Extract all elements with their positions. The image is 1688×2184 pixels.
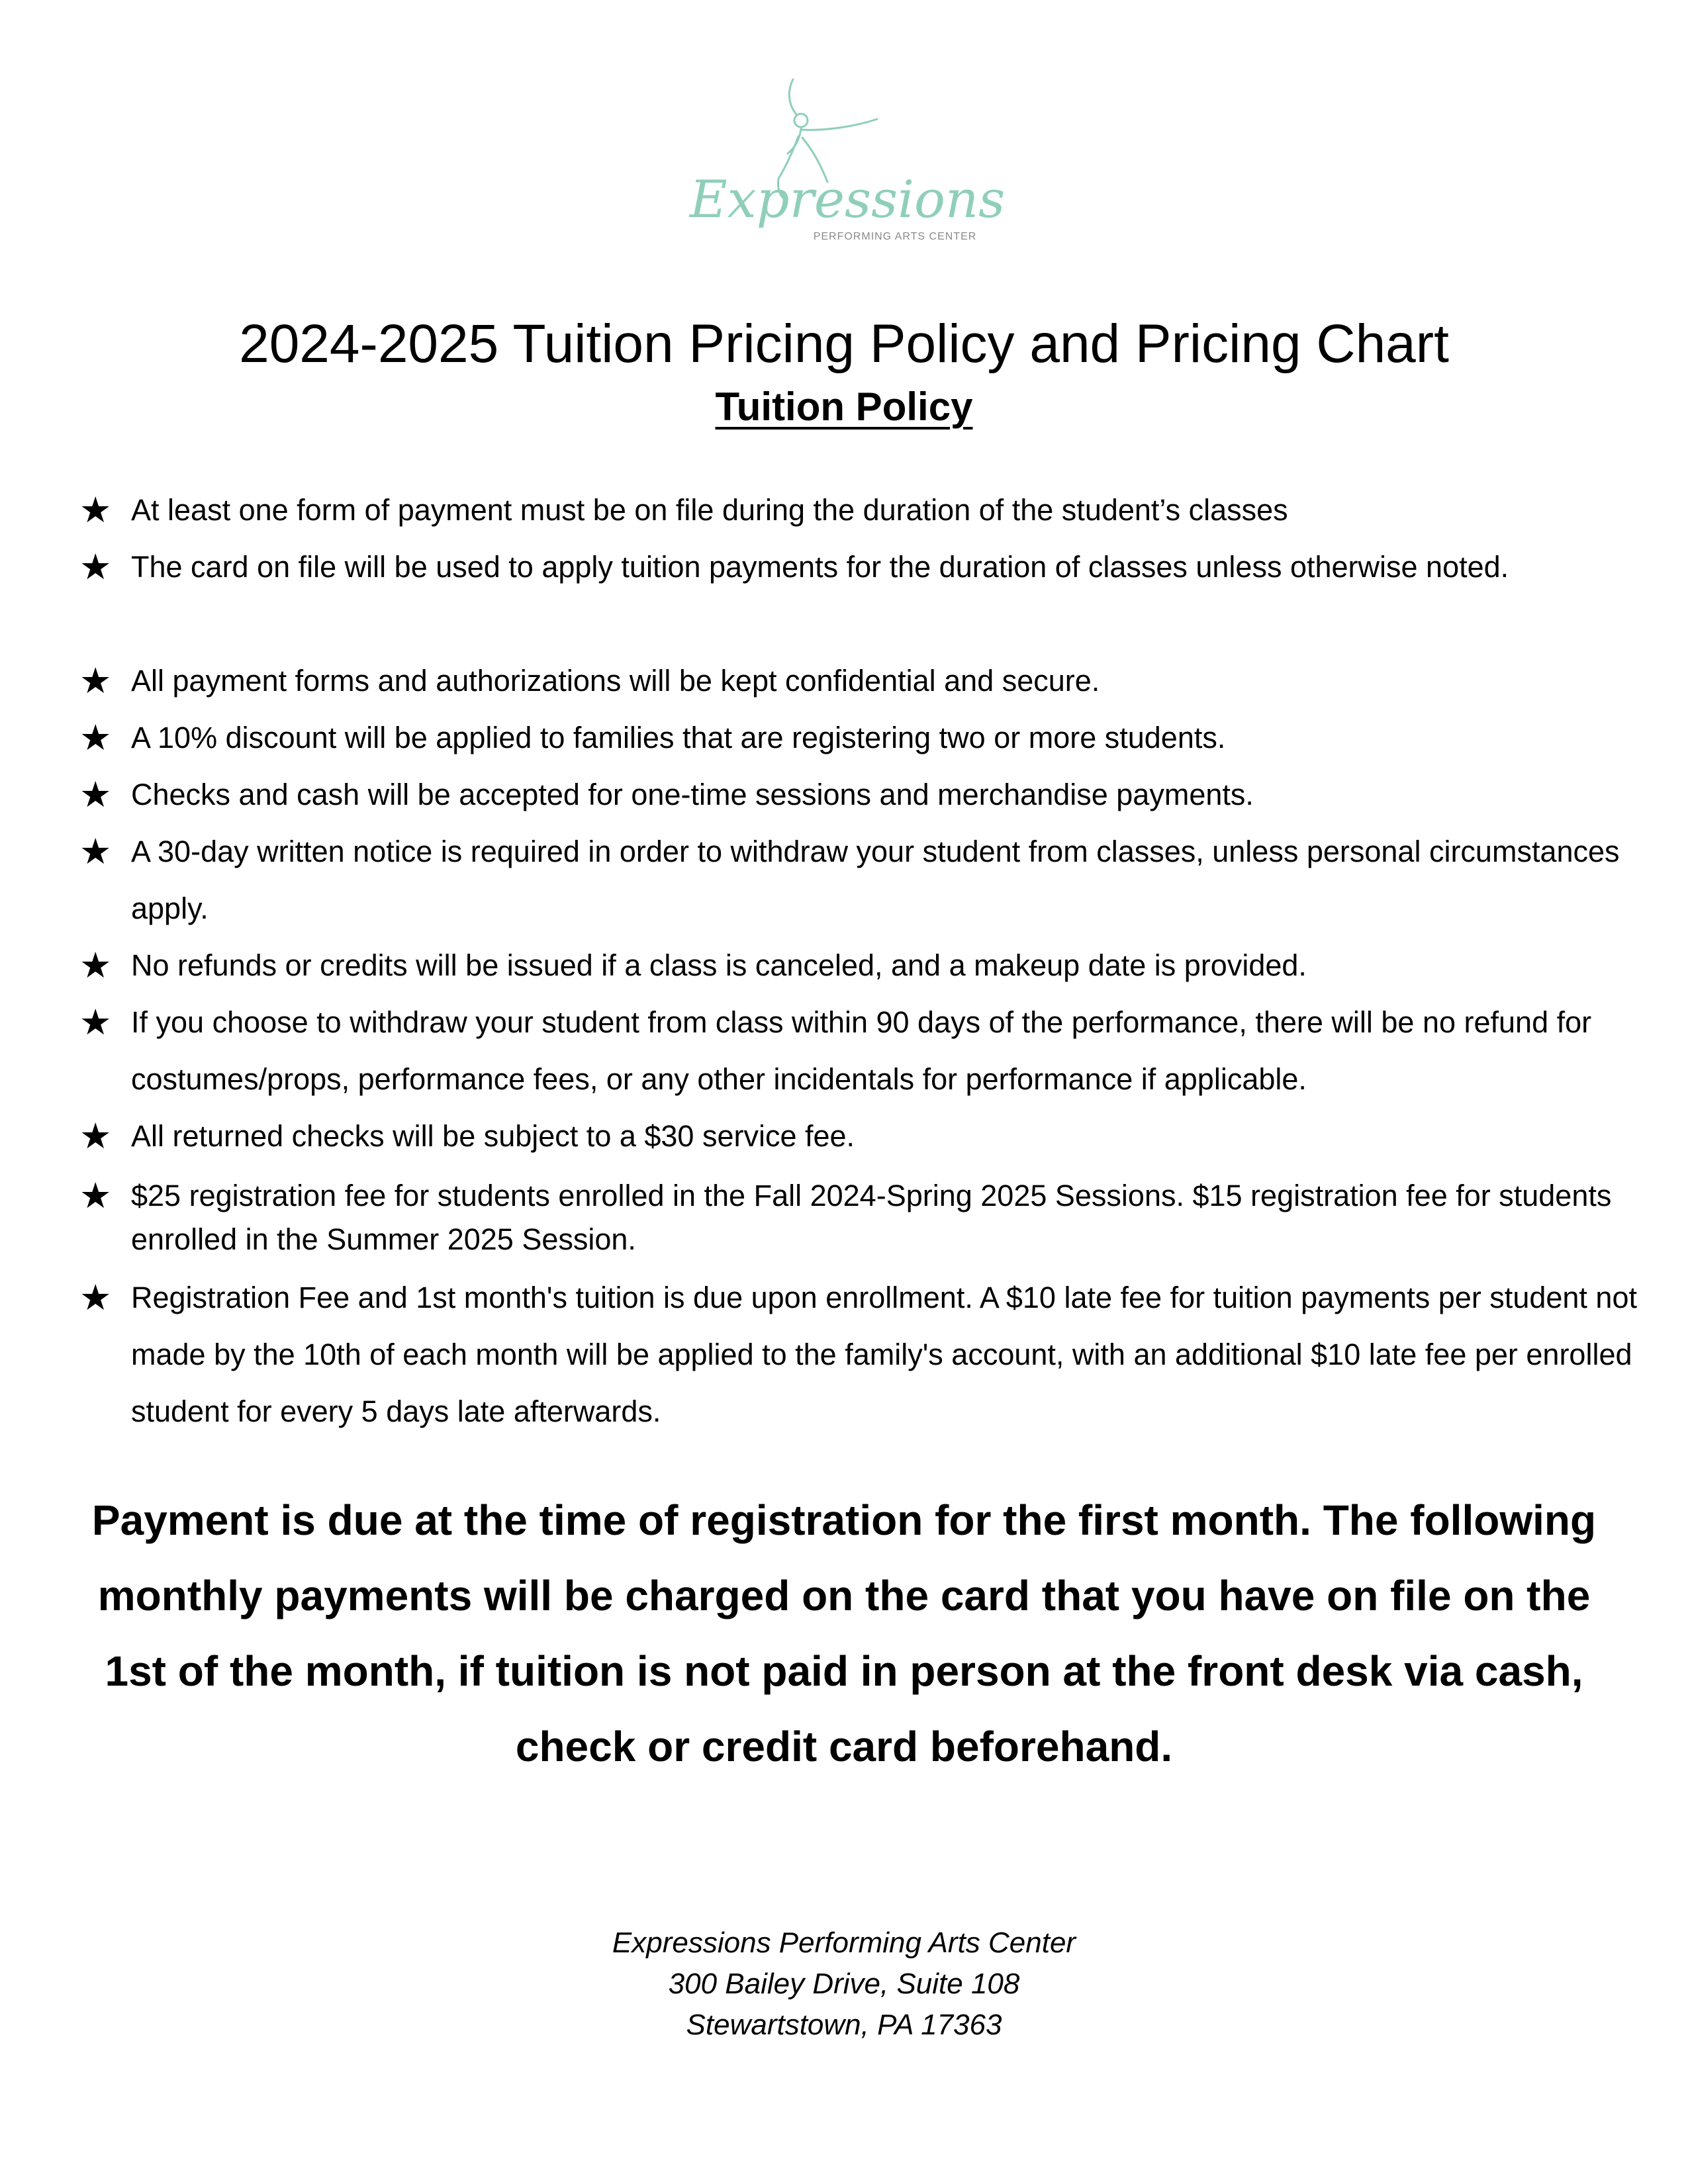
- star-icon: ★: [79, 546, 112, 588]
- star-icon: ★: [79, 1001, 112, 1043]
- star-icon: ★: [79, 489, 112, 531]
- list-item: [79, 994, 1648, 1108]
- address-city: Stewartstown, PA 17363: [686, 2009, 1002, 2041]
- list-item: [79, 1108, 1648, 1165]
- list-item: [79, 937, 1648, 994]
- star-icon: ★: [79, 831, 112, 872]
- star-icon: ★: [79, 944, 112, 986]
- payment-notice: Payment is due at the time of registration for the first month. The following monthly payments will be charged on the card that you have on file on the 1st of the month, if tuition is not paid in person at the front desk via cash, check or credit card beforehand.: [91, 1496, 1597, 1770]
- policy-text: The card on file will be used to apply tuition payments for the duration of classes unless otherwise noted.: [131, 550, 1509, 584]
- address-block: [0, 1923, 1688, 2046]
- star-icon: ★: [79, 1175, 112, 1216]
- list-item: [79, 1269, 1648, 1440]
- policy-text: No refunds or credits will be issued if a class is canceled, and a makeup date is provided.: [131, 948, 1307, 982]
- policy-text: All payment forms and authorizations will be kept confidential and secure.: [131, 664, 1100, 698]
- address-street: 300 Bailey Drive, Suite 108: [668, 1968, 1020, 2000]
- list-item: [79, 1174, 1648, 1261]
- list-item: [79, 823, 1648, 937]
- policy-text: $25 registration fee for students enrolled in the Fall 2024-Spring 2025 Sessions. $15 registration fee for students enrolled in the Summer 2025 Session.: [131, 1179, 1612, 1256]
- star-icon: ★: [79, 660, 112, 702]
- star-icon: ★: [79, 1277, 112, 1318]
- list-item: [79, 766, 1648, 823]
- page-title: 2024-2025 Tuition Pricing Policy and Pricing Chart: [239, 314, 1449, 374]
- star-icon: ★: [79, 717, 112, 758]
- list-item: [79, 709, 1648, 766]
- list-item: [79, 482, 1648, 539]
- logo-tagline: PERFORMING ARTS CENTER: [813, 231, 977, 242]
- list-item: [79, 653, 1648, 709]
- policy-text: A 10% discount will be applied to families that are registering two or more students.: [131, 721, 1226, 754]
- policy-text: A 30-day written notice is required in order to withdraw your student from classes, unless personal circumstances apply.: [131, 835, 1620, 925]
- policy-text: Registration Fee and 1st month's tuition is due upon enrollment. A $10 late fee for tuition payments per student not made by the 10th of each month will be applied to the family's account, with an additional $10 late fee per enrolled student for every 5 days late afterwards.: [131, 1281, 1637, 1428]
- policy-text: If you choose to withdraw your student from class within 90 days of the performance, there will be no refund for costumes/props, performance fees, or any other incidentals for performance if applicable.: [131, 1005, 1592, 1096]
- star-icon: ★: [79, 1115, 112, 1157]
- address-name: Expressions Performing Arts Center: [612, 1927, 1076, 1959]
- list-item: [79, 539, 1648, 596]
- star-icon: ★: [79, 774, 112, 815]
- policy-text: All returned checks will be subject to a $30 service fee.: [131, 1119, 855, 1153]
- logo-wordmark: Expressions: [689, 170, 1006, 230]
- section-heading: Tuition Policy: [715, 385, 973, 429]
- policy-text: Checks and cash will be accepted for one-time sessions and merchandise payments.: [131, 778, 1254, 811]
- policy-text: At least one form of payment must be on file during the duration of the student’s classes: [131, 493, 1288, 527]
